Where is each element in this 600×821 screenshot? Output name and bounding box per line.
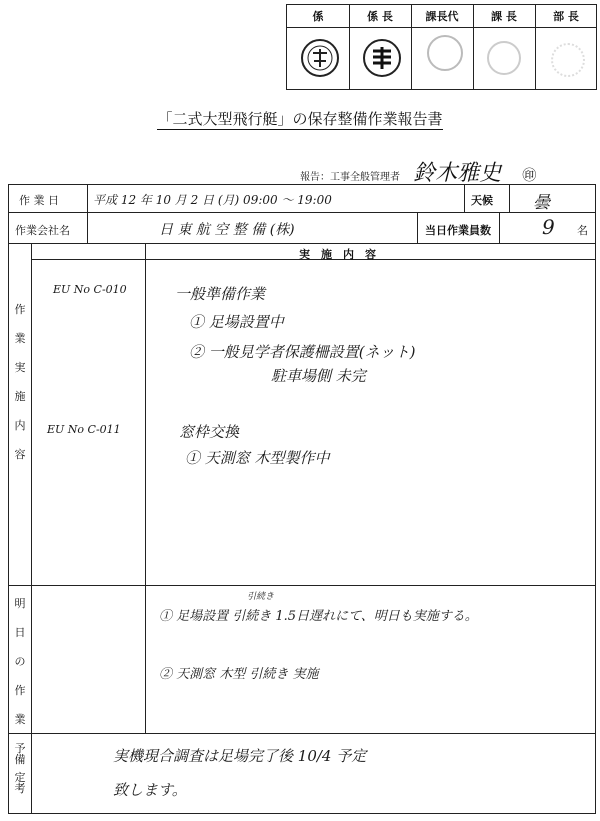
company-label: 作業会社名 (15, 224, 70, 237)
approval-stamp-box (286, 4, 597, 90)
seal-stamp-kakaricho (363, 39, 401, 77)
approval-col-bucho: 部 長 (553, 10, 579, 23)
reporter-line (300, 156, 536, 187)
work-section-label: 作業実施内容 (14, 303, 26, 461)
work-entry-code: EU No C-010 (53, 283, 127, 296)
seal-stamp-faint-2 (487, 41, 521, 75)
approval-col-kakari: 係 (312, 10, 324, 23)
approval-col-kachodai: 課長代 (425, 10, 459, 23)
remarks-line: 実機現合調査は足場完了後 10/4 予定 (113, 747, 367, 765)
work-entry-line: 窓枠交換 (179, 423, 240, 441)
seal-stamp-kakari (301, 39, 339, 77)
approval-col-kacho: 課 長 (491, 10, 517, 23)
tomorrow-section-label: 明日の作業予定 (14, 597, 26, 784)
weather-value: 曇 (533, 193, 550, 213)
work-entry-line: ② 一般見学者保護柵設置(ネット) (189, 343, 416, 361)
work-entry-line: 一般準備作業 (175, 285, 266, 303)
reporter-seal: ㊞ (522, 168, 537, 184)
company-value: 日 東 航 空 整 備 (株) (159, 222, 295, 238)
workers-value: 9 (542, 215, 555, 239)
remarks-line: 致します。 (113, 781, 187, 799)
work-date-label: 作 業 日 (19, 194, 59, 207)
work-entry-line: ① 足場設置中 (189, 313, 284, 331)
weather-label: 天候 (471, 194, 493, 207)
work-entry-line: ① 天測窓 木型製作中 (185, 449, 330, 467)
seal-stamp-faint-3 (551, 43, 585, 77)
reporter-signature: 鈴木雅史 (413, 161, 502, 186)
remarks-section-label: 備考 (14, 753, 26, 795)
work-entry-line: 駐車場側 未完 (271, 367, 366, 385)
workers-unit: 名 (577, 224, 588, 237)
tomorrow-line: ① 足場設置 引続き 1.5日遅れにて、明日も実施する。 (159, 609, 478, 624)
work-date-value: 平成 12 年 10 月 2 日 (月) 09:00 〜 19:00 (93, 193, 332, 207)
report-form (8, 184, 596, 814)
content-header: 実 施 内 容 (299, 248, 376, 261)
seal-stamp-faint-1 (427, 35, 463, 71)
reporter-label: 報告：工事全般管理者 (300, 172, 400, 183)
tomorrow-line: ② 天測窓 木型 引続き 実施 (159, 667, 319, 682)
work-entry-code: EU No C-011 (47, 423, 121, 436)
document-title: 「二式大型飛行艇」の保存整備作業報告書 (157, 110, 443, 128)
approval-col-kakaricho: 係 長 (367, 10, 393, 23)
tomorrow-annotation: 引続き (247, 592, 275, 602)
workers-label: 当日作業員数 (425, 224, 491, 237)
